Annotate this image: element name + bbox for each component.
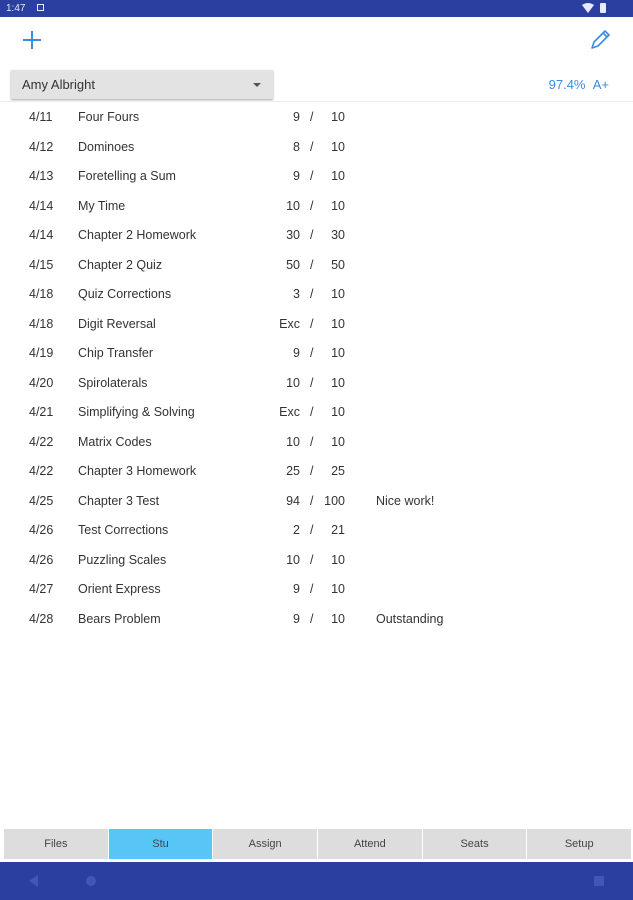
- assignment-name: Digit Reversal: [78, 316, 156, 331]
- assignment-row[interactable]: [0, 250, 633, 280]
- assignment-date: 4/21: [29, 405, 54, 419]
- assignment-date: 4/18: [29, 287, 54, 301]
- student-name: Amy Albright: [22, 77, 95, 92]
- tab-label: Attend: [353, 838, 386, 850]
- assignment-name: Chapter 2 Quiz: [78, 257, 163, 272]
- assignment-list: [0, 102, 633, 633]
- score-separator: /: [310, 169, 314, 183]
- assignment-row[interactable]: [0, 279, 633, 309]
- score-separator: /: [310, 523, 314, 537]
- wifi-icon: [582, 3, 594, 13]
- assignment-name: Spirolaterals: [78, 375, 148, 390]
- assignment-row[interactable]: [0, 161, 633, 191]
- assignment-score: 10: [286, 434, 300, 449]
- score-separator: /: [310, 405, 314, 419]
- assignment-row[interactable]: [0, 545, 633, 575]
- score-separator: /: [310, 493, 314, 508]
- assignment-name: Chapter 3 Homework: [78, 464, 197, 478]
- tab-label: Assign: [248, 838, 282, 850]
- top-toolbar: [0, 17, 633, 67]
- assignment-max-points: 10: [331, 110, 345, 124]
- tab-files[interactable]: [4, 829, 108, 859]
- assignment-max-points: 10: [331, 198, 345, 213]
- tab-label: Setup: [564, 838, 594, 850]
- assignment-max-points: 10: [331, 139, 345, 154]
- assignment-date: 4/26: [29, 523, 54, 537]
- score-separator: /: [310, 228, 314, 242]
- assignment-row[interactable]: [0, 309, 633, 339]
- assignment-name: Quiz Corrections: [78, 287, 172, 301]
- assignment-max-points: 30: [331, 228, 345, 242]
- assignment-score: 50: [286, 257, 300, 272]
- chevron-down-icon: [253, 83, 261, 87]
- assignment-date: 4/14: [29, 198, 54, 213]
- grade-letter: A+: [592, 77, 609, 92]
- assignment-score: 9: [293, 169, 300, 183]
- assignment-score: 30: [286, 228, 300, 242]
- score-separator: /: [310, 316, 314, 331]
- assignment-score: 10: [286, 375, 300, 390]
- pencil-icon[interactable]: [587, 27, 613, 53]
- score-separator: /: [310, 375, 314, 390]
- assignment-row[interactable]: [0, 220, 633, 250]
- student-select[interactable]: [11, 70, 273, 99]
- assignment-name: Orient Express: [78, 582, 161, 596]
- student-grade: [549, 77, 609, 92]
- assignment-max-points: 100: [324, 493, 345, 508]
- tab-label: Seats: [460, 838, 489, 850]
- assignment-score: 3: [293, 287, 300, 301]
- score-separator: /: [310, 434, 314, 449]
- assignment-score: 94: [286, 493, 300, 508]
- assignment-date: 4/28: [29, 611, 54, 626]
- assignment-date: 4/27: [29, 582, 54, 596]
- assignment-date: 4/25: [29, 493, 54, 508]
- assignment-name: Bears Problem: [78, 611, 161, 626]
- assignment-score: 9: [293, 611, 300, 626]
- assignment-max-points: 10: [331, 434, 345, 449]
- back-triangle-icon[interactable]: [29, 875, 38, 887]
- assignment-row[interactable]: [0, 515, 633, 545]
- assignment-row[interactable]: [0, 102, 633, 132]
- grade-percent: 97.4%: [548, 77, 586, 92]
- assignment-date: 4/12: [29, 139, 54, 154]
- assignment-max-points: 10: [331, 552, 345, 567]
- assignment-max-points: 10: [331, 316, 345, 331]
- status-bar: [0, 0, 633, 17]
- assignment-date: 4/15: [29, 257, 54, 272]
- assignment-row[interactable]: [0, 338, 633, 368]
- assignment-date: 4/18: [29, 316, 54, 331]
- tab-label: Stu: [152, 838, 169, 850]
- status-time: 1:47: [6, 3, 26, 14]
- system-nav-bar: [0, 862, 633, 900]
- assignment-score: 9: [293, 346, 300, 360]
- assignment-date: 4/26: [29, 552, 54, 567]
- score-separator: /: [310, 257, 314, 272]
- assignment-score: Exc: [279, 316, 300, 331]
- assignment-name: Chip Transfer: [78, 346, 154, 360]
- assignment-name: Chapter 2 Homework: [78, 228, 197, 242]
- assignment-score: 9: [293, 110, 300, 124]
- assignment-row[interactable]: [0, 368, 633, 398]
- assignment-max-points: 10: [331, 346, 345, 360]
- score-separator: /: [310, 110, 314, 124]
- tab-assign[interactable]: [213, 829, 317, 859]
- tab-label: Files: [44, 838, 68, 850]
- score-separator: /: [310, 552, 314, 567]
- tab-attend[interactable]: [318, 829, 422, 859]
- assignment-comment: Nice work!: [376, 493, 435, 508]
- assignment-date: 4/22: [29, 464, 54, 478]
- assignment-score: 2: [293, 523, 300, 537]
- assignment-max-points: 21: [331, 523, 345, 537]
- assignment-name: Dominoes: [78, 139, 135, 154]
- assignment-name: Chapter 3 Test: [78, 493, 160, 508]
- assignment-max-points: 50: [331, 257, 345, 272]
- tab-stu[interactable]: [109, 829, 213, 859]
- assignment-max-points: 10: [331, 287, 345, 301]
- tab-seats[interactable]: [423, 829, 527, 859]
- score-separator: /: [310, 139, 314, 154]
- assignment-name: Four Fours: [78, 110, 140, 124]
- assignment-name: Test Corrections: [78, 523, 169, 537]
- home-circle-icon[interactable]: [86, 876, 96, 886]
- assignment-max-points: 10: [331, 405, 345, 419]
- bottom-tab-bar: [4, 829, 631, 859]
- assignment-row[interactable]: [0, 456, 633, 486]
- assignment-max-points: 10: [331, 169, 345, 183]
- assignment-row[interactable]: [0, 574, 633, 604]
- assignment-date: 4/19: [29, 346, 54, 360]
- assignment-name: Matrix Codes: [78, 434, 152, 449]
- assignment-row[interactable]: [0, 604, 633, 634]
- assignment-score: 25: [286, 464, 300, 478]
- assignment-date: 4/20: [29, 375, 54, 390]
- assignment-date: 4/14: [29, 228, 54, 242]
- plus-icon[interactable]: [20, 28, 44, 52]
- assignment-date: 4/13: [29, 169, 54, 183]
- assignment-score: 10: [286, 198, 300, 213]
- tab-setup[interactable]: [527, 829, 631, 859]
- score-separator: /: [310, 582, 314, 596]
- assignment-row[interactable]: [0, 486, 633, 516]
- assignment-score: 8: [293, 139, 300, 154]
- assignment-score: Exc: [279, 405, 300, 419]
- assignment-name: Puzzling Scales: [78, 552, 167, 567]
- notification-icon: [37, 4, 44, 11]
- assignment-row[interactable]: [0, 132, 633, 162]
- assignment-name: Simplifying & Solving: [78, 405, 195, 419]
- assignment-max-points: 10: [331, 375, 345, 390]
- assignment-comment: Outstanding: [376, 611, 444, 626]
- assignment-max-points: 25: [331, 464, 345, 478]
- assignment-score: 9: [293, 582, 300, 596]
- score-separator: /: [310, 287, 314, 301]
- assignment-row[interactable]: [0, 427, 633, 457]
- assignment-row[interactable]: [0, 397, 633, 427]
- assignment-row[interactable]: [0, 191, 633, 221]
- score-separator: /: [310, 464, 314, 478]
- assignment-max-points: 10: [331, 582, 345, 596]
- assignment-name: My Time: [78, 198, 126, 213]
- assignment-max-points: 10: [331, 611, 345, 626]
- assignment-score: 10: [286, 552, 300, 567]
- score-separator: /: [310, 198, 314, 213]
- assignment-date: 4/11: [29, 110, 53, 124]
- recents-square-icon[interactable]: [594, 876, 604, 886]
- score-separator: /: [310, 346, 314, 360]
- assignment-name: Foretelling a Sum: [78, 169, 176, 183]
- battery-icon: [600, 3, 606, 13]
- assignment-date: 4/22: [29, 434, 54, 449]
- score-separator: /: [310, 611, 314, 626]
